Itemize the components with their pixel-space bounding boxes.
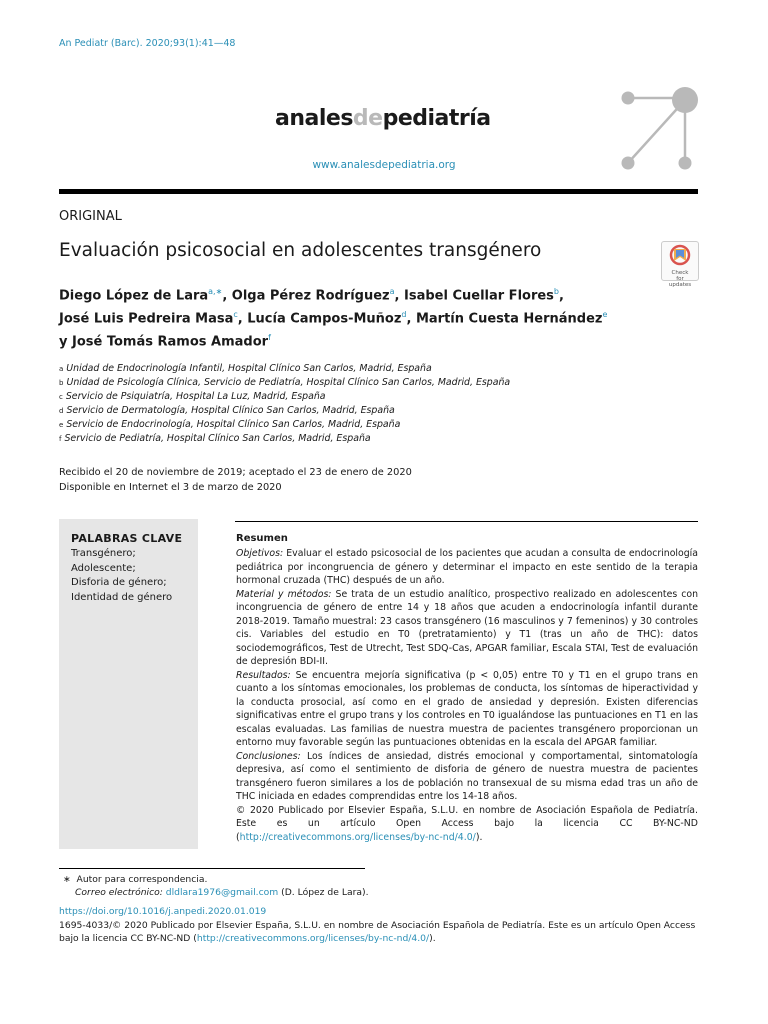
affiliation-text: Servicio de Dermatología, Hospital Clínico San Carlos, Madrid, España <box>66 405 395 416</box>
issn-copyright <box>59 919 699 945</box>
article-dates <box>59 465 412 495</box>
abstract-rule <box>235 521 698 522</box>
abstract-copyright <box>236 805 698 843</box>
keyword-item: Transgénero; <box>71 548 136 559</box>
author-line-1 <box>59 283 659 306</box>
keywords-heading: PALABRAS CLAVE <box>71 532 183 545</box>
author-affiliation-ref[interactable]: f <box>268 332 271 342</box>
affiliation-letter: d <box>59 407 64 415</box>
author-list <box>59 283 659 351</box>
email-link[interactable]: dldlara1976@gmail.com <box>165 887 279 898</box>
correspondence-line <box>63 873 369 886</box>
affiliation-letter: e <box>59 421 64 429</box>
keywords-list <box>71 547 172 605</box>
asterisk-mark: ∗ <box>63 874 71 885</box>
license-link[interactable]: http://creativecommons.org/licenses/by-nc-nd/4.0/ <box>239 831 476 843</box>
check-for-updates-label: Check for updates <box>668 270 692 288</box>
copyright-text: © 2020 Publicado por Elsevier España, S.L.U. en nombre de Asociación Española de Pediatría. Este es un artículo Open Access bajo la licencia CC BY-NC-ND ( <box>236 804 698 843</box>
affiliation-text: Servicio de Psiquiatría, Hospital La Luz, Madrid, España <box>65 391 326 402</box>
author-name: Diego López de Lara <box>59 288 209 304</box>
author-affiliation-ref[interactable]: c <box>233 309 238 319</box>
journal-citation[interactable]: An Pediatr (Barc). 2020;93(1):41—48 <box>59 38 236 49</box>
affiliation-letter: b <box>59 379 64 387</box>
methods-label: Material y métodos: <box>236 588 332 600</box>
author-name: Olga Pérez Rodríguez <box>231 288 390 304</box>
affiliation-item <box>59 432 510 446</box>
abstract-paragraph-conclusions <box>236 751 698 803</box>
correspondence-footnote <box>63 873 369 899</box>
header-rule <box>59 189 698 194</box>
logo-word-anales: anales <box>275 106 353 131</box>
journal-url[interactable]: www.analesdepediatria.org <box>312 159 456 171</box>
affiliation-text: Servicio de Pediatría, Hospital Clínico San Carlos, Madrid, España <box>64 433 371 444</box>
abstract-paragraph-results <box>236 670 698 749</box>
results-text: Se encuentra mejoría significativa (p < 0,05) entre T0 y T1 en el grupo trans en cuanto a los síntomas emocionales, los problemas de conducta, los síntomas de hiperactividad y la conducta prosocial, así como en el grado de ansiedad y depresión. Existen diferencias significativas entre el grupo trans y los controles en T0 igualándose las puntuaciones en T1 en las escalas evaluadas. Las familias de nuestra muestra de pacientes transgénero proporcionan un entorno muy favorable según las puntuaciones obtenidas en la escala del APGAR familiar. <box>236 669 698 748</box>
copyright-end: ). <box>475 831 483 843</box>
affiliation-item <box>59 376 510 390</box>
conclusions-text: Los índices de ansiedad, distrés emocional y comportamental, sintomatología depresiva, así como el sentimiento de disforia de género de nuestra muestra de pacientes transgénero fueron similares a los de población no transexual de su misma edad tras un año de THC iniciada en edades comprendidas entre los 14-18 años. <box>236 750 698 802</box>
logo-word-de: de <box>352 106 383 131</box>
footnote-rule <box>59 868 365 869</box>
author-affiliation-ref[interactable]: a,∗ <box>208 287 223 296</box>
check-for-updates-badge[interactable] <box>661 241 699 288</box>
author-separator: , <box>394 288 404 304</box>
objectives-label: Objetivos: <box>236 548 284 559</box>
author-affiliation-ref[interactable]: e <box>602 309 608 319</box>
results-label: Resultados: <box>236 669 291 681</box>
logo-word-pediatria: pediatría <box>382 106 491 131</box>
abstract-paragraph-objectives <box>236 548 698 586</box>
correspondence-label: Autor para correspondencia. <box>76 874 208 885</box>
affiliation-item <box>59 362 510 376</box>
methods-text: Se trata de un estudio analítico, prospectivo realizado en adolescentes con incongruencia de género de entre 14 y 18 años que acuden a endocrinología infantil durante 2018-2019. Tamaño muestral: 23 casos transgénero (16 masculinos y 7 femeninos) y 30 controles cis. Variables del estudio en T0 (pretratamiento) y T1 (tras un año de THC): datos sociodemográficos, Test de Utrecht, Test SDQ-Cas, APGAR familiar, Escala STAI, Test de evaluación de depresión BDI-II. <box>236 588 698 667</box>
issn-license-link[interactable]: http://creativecommons.org/licenses/by-nc-nd/4.0/ <box>196 933 430 944</box>
journal-logo <box>275 106 491 131</box>
email-owner: (D. López de Lara). <box>281 887 369 898</box>
affiliation-item <box>59 390 510 404</box>
affiliation-text: Unidad de Psicología Clínica, Servicio de Pediatría, Hospital Clínico San Carlos, Madrid, España <box>66 377 511 388</box>
author-separator: , <box>237 311 248 327</box>
abstract-paragraph-methods <box>236 589 698 668</box>
author-name: y José Tomás Ramos Amador <box>59 333 269 349</box>
issn-end: ). <box>429 933 436 944</box>
affiliation-letter: c <box>59 393 63 401</box>
author-name: Lucía Campos-Muñoz <box>247 311 402 327</box>
article-section: ORIGINAL <box>59 209 122 224</box>
email-line <box>63 886 369 899</box>
doi-link[interactable]: https://doi.org/10.1016/j.anpedi.2020.01.019 <box>59 906 267 917</box>
keyword-item: Adolescente; <box>71 562 136 574</box>
affiliation-letter: f <box>59 435 62 443</box>
affiliation-letter: a <box>59 365 64 373</box>
author-line-2 <box>59 306 659 329</box>
author-affiliation-ref[interactable]: d <box>401 309 407 319</box>
affiliation-item <box>59 418 510 432</box>
author-separator: , <box>559 288 564 304</box>
keyword-item: Identidad de género <box>71 591 173 603</box>
author-separator: , <box>222 288 232 304</box>
author-name: Martín Cuesta Hernández <box>415 311 603 327</box>
author-affiliation-ref[interactable]: a <box>389 287 395 296</box>
author-affiliation-ref[interactable]: b <box>553 287 559 296</box>
crossmark-icon <box>662 242 698 266</box>
affiliation-list <box>59 362 510 446</box>
article-title: Evaluación psicosocial en adolescentes transgénero <box>59 240 542 261</box>
keyword-item: Disforia de género; <box>71 577 167 588</box>
conclusions-label: Conclusiones: <box>236 750 301 762</box>
objectives-text: Evaluar el estado psicosocial de los pacientes que acudan a consulta de endocrinología pediátrica por incongruencia de género y determinar el impacto en este sentido de la terapia hormonal cruzada (THC) después de un año. <box>236 548 698 586</box>
abstract-body <box>236 547 698 844</box>
issn-text: 1695-4033/© 2020 Publicado por Elsevier España, S.L.U. en nombre de Asociación Española de Pediatría. Este es un artículo Open Access bajo la licencia CC BY-NC-ND ( <box>59 920 696 944</box>
online-date: Disponible en Internet el 3 de marzo de 2020 <box>59 482 282 493</box>
author-name: Isabel Cuellar Flores <box>404 288 554 304</box>
author-separator: , <box>406 311 416 327</box>
affiliation-item <box>59 404 510 418</box>
received-date: Recibido el 20 de noviembre de 2019; aceptado el 23 de enero de 2020 <box>59 467 412 478</box>
affiliation-text: Servicio de Endocrinología, Hospital Clínico San Carlos, Madrid, España <box>66 419 401 430</box>
email-label: Correo electrónico: <box>75 887 163 898</box>
author-line-3 <box>59 329 659 352</box>
author-name: José Luis Pedreira Masa <box>59 311 234 327</box>
affiliation-text: Unidad de Endocrinología Infantil, Hospital Clínico San Carlos, Madrid, España <box>66 363 432 374</box>
abstract-heading: Resumen <box>236 533 288 544</box>
